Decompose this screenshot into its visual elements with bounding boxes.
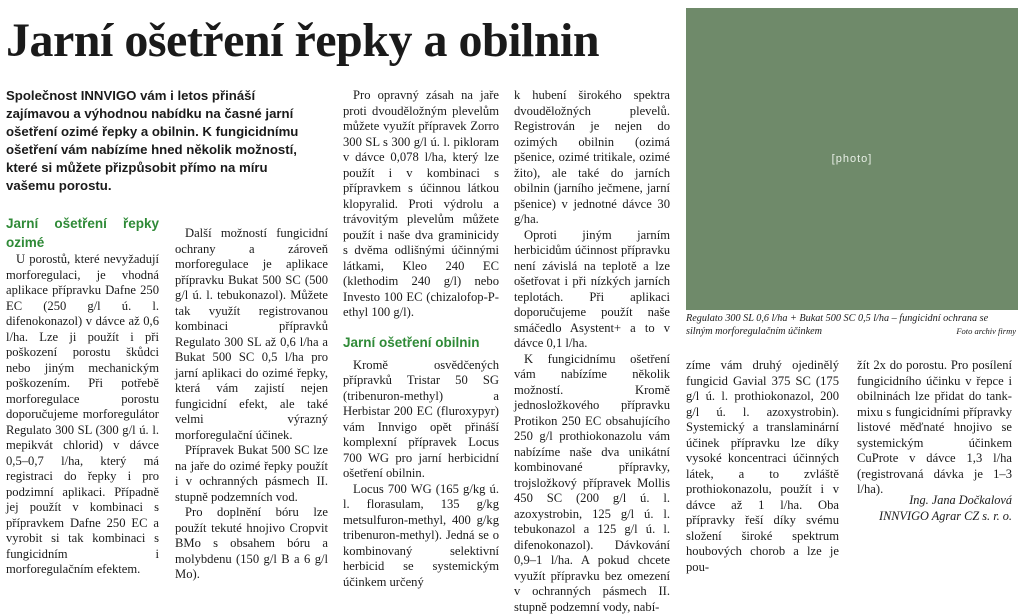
- article-title: Jarní ošetření řepky a obilnin: [6, 14, 599, 68]
- author-name: Ing. Jana Dočkalová: [792, 493, 1012, 509]
- column-6: [857, 358, 1012, 498]
- subheading-repka: Jarní ošetření řepky ozimé: [6, 214, 159, 252]
- subheading-obilnin: Jarní ošetření obilnin: [343, 333, 499, 352]
- body-paragraph: U porostů, které nevyžadují morforegulaci, je vhodná aplikace přípravku Dafne 250 EC (250 g/l ú. l. difenokonazol) v dávce až 0,6 l/ha. Lze ji použít i při poškození porostu škůdci nebo jiným mechanickým poškozením. Při potřebě morforegulace porostu doporučujeme morforegulátor Regulato 300 SL (300 g/l ú. l. mepikvát chlorid) v dávce 0,5–0,7 l/ha, který má registraci do řepky i pro podzimní aplikaci. Případně jej použít v kombinaci s přípravkem Dafne 250 EC a vyrobit si tak kombinaci s fungicidním i morforegulačním efektem.: [6, 252, 159, 578]
- photo-placeholder-label: [photo]: [832, 153, 873, 165]
- body-paragraph: Kromě osvědčených přípravků Tristar 50 SG (tribenuron-methyl) a Herbistar 200 EC (fluroxypyr) vám Innvigo opět přináší komplexní přípravek Locus 700 WG pro jarní herbicidní ošetření obilnin.: [343, 358, 499, 482]
- lead-paragraph: Společnost INNVIGO vám i letos přináší zajímavou a výhodnou nabídku na časné jarní ošetření ozimé řepky a obilnin. K fungicidnímu ošetření vám nabízíme hned několik možností, které si můžete přizpůsobit přímo na míru vašemu porostu.: [6, 87, 306, 196]
- photo-credit: Foto archiv firmy: [956, 325, 1016, 338]
- author-company: INNVIGO Agrar CZ s. r. o.: [792, 509, 1012, 525]
- photo-caption: [686, 312, 1016, 338]
- column-5: [686, 358, 839, 575]
- body-paragraph: K fungicidnímu ošetření vám nabízíme několik možností. Kromě jednosložkového přípravku Protikon 250 EC obsahujícího 250 g/l prothiokonazolu vám nabízíme naše dva unikátní kombinované přípravky, trojsložkový přípravek Mollis 450 SC (200 g/l ú. l. azoxystrobin, 125 g/l ú. l. tebukonazol a 125 g/l ú. l. difenokonazol). Dávkování 0,9–1 l/ha. A pokud chcete využít přípravku bez omezení v ochranných pásmech II. stupně podzemní vody, nabí-: [514, 352, 670, 615]
- column-3: [343, 88, 499, 590]
- body-paragraph: žít 2x do porostu. Pro posílení fungicidního účinku v řepce i obilninách lze přidat do tank-mixu s fungicidními přípravky listové měďnaté hnojivo se systemickým účinkem CuProte v dávce 1,3 l/ha (registrovaná dávka je 1–3 l/ha).: [857, 358, 1012, 498]
- column-2: [175, 226, 328, 583]
- photo-rapeseed-plants: [686, 8, 1018, 310]
- body-paragraph: Pro opravný zásah na jaře proti dvouděložným plevelům můžete využít přípravek Zorro 300 SL s 300 g/l ú. l. pikloram v dávce 0,078 l/ha, který lze použít i v kombinaci s přípravkem s účinnou látkou klopyralid. Proti výdrolu a trávovitým plevelům můžete použít i naše dva graminicidy s dvěma odlišnými účinnými látkami, Kleo 240 EC (klethodim 240 g/l) nebo Investo 100 EC (chizalofop-P-ethyl 100 g/l).: [343, 88, 499, 321]
- column-4: [514, 88, 670, 615]
- body-paragraph: k hubení širokého spektra dvouděložných plevelů. Registrován je nejen do ozimých obilnin (ozimá pšenice, ozimé tritikale, ozimé žito), ale také do jarních obilnin (jarního ječmene, jarní pšenice) v jednotné dávce 30 g/ha.: [514, 88, 670, 228]
- body-paragraph: Přípravek Bukat 500 SC lze na jaře do ozimé řepky použít i v ochranných pásmech II. stupně podzemních vod.: [175, 443, 328, 505]
- body-paragraph: Oproti jiným jarním herbicidům účinnost přípravku není závislá na teplotě a lze ošetřovat i při nízkých jarních teplotách. Při aplikaci doporučujeme použít naše smáčedlo Asystent+ a to v dávce 0,1 l/ha.: [514, 228, 670, 352]
- body-paragraph: zíme vám druhý ojedinělý fungicid Gavial 375 SC (175 g/l ú. l. prothiokonazol, 200 g/l ú. l. azoxystrobin). Systemický a translaminární účinek přípravku lze díky vysoké koncentraci účinných látek, a to zvláště prothiokonazolu, použít i v dávce až 1 l/ha. Oba přípravky řeší díky svému složení široké spektrum houbových chorob a lze je pou-: [686, 358, 839, 575]
- body-paragraph: Locus 700 WG (165 g/kg ú. l. florasulam, 135 g/kg metsulfuron-methyl, 400 g/kg tribenuron-methyl). Jedná se o kombinovaný selektivní herbicid se systemickým účinkem určený: [343, 482, 499, 591]
- body-paragraph: Další možností fungicidní ochrany a zároveň morforegulace je aplikace přípravku Bukat 500 SC (500 g/l ú. l. tebukonazol). Můžete tak využít registrovanou kombinaci přípravků Regulato 300 SL až 0,6 l/ha a Bukat 500 SC 0,5 l/ha pro jarní aplikaci do ozimé řepky, která vám zajistí nejen fungicidní efekt, ale také velmi výrazný morforegulační účinek.: [175, 226, 328, 443]
- caption-text: Regulato 300 SL 0,6 l/ha + Bukat 500 SC 0,5 l/ha – fungicidní ochrana se silným morforegulačním účinkem: [686, 313, 988, 337]
- column-1: [6, 214, 159, 578]
- body-paragraph: Pro doplnění bóru lze použít tekuté hnojivo Cropvit BMo s obsahem bóru a molybdenu (150 g/l B a 6 g/l Mo).: [175, 505, 328, 583]
